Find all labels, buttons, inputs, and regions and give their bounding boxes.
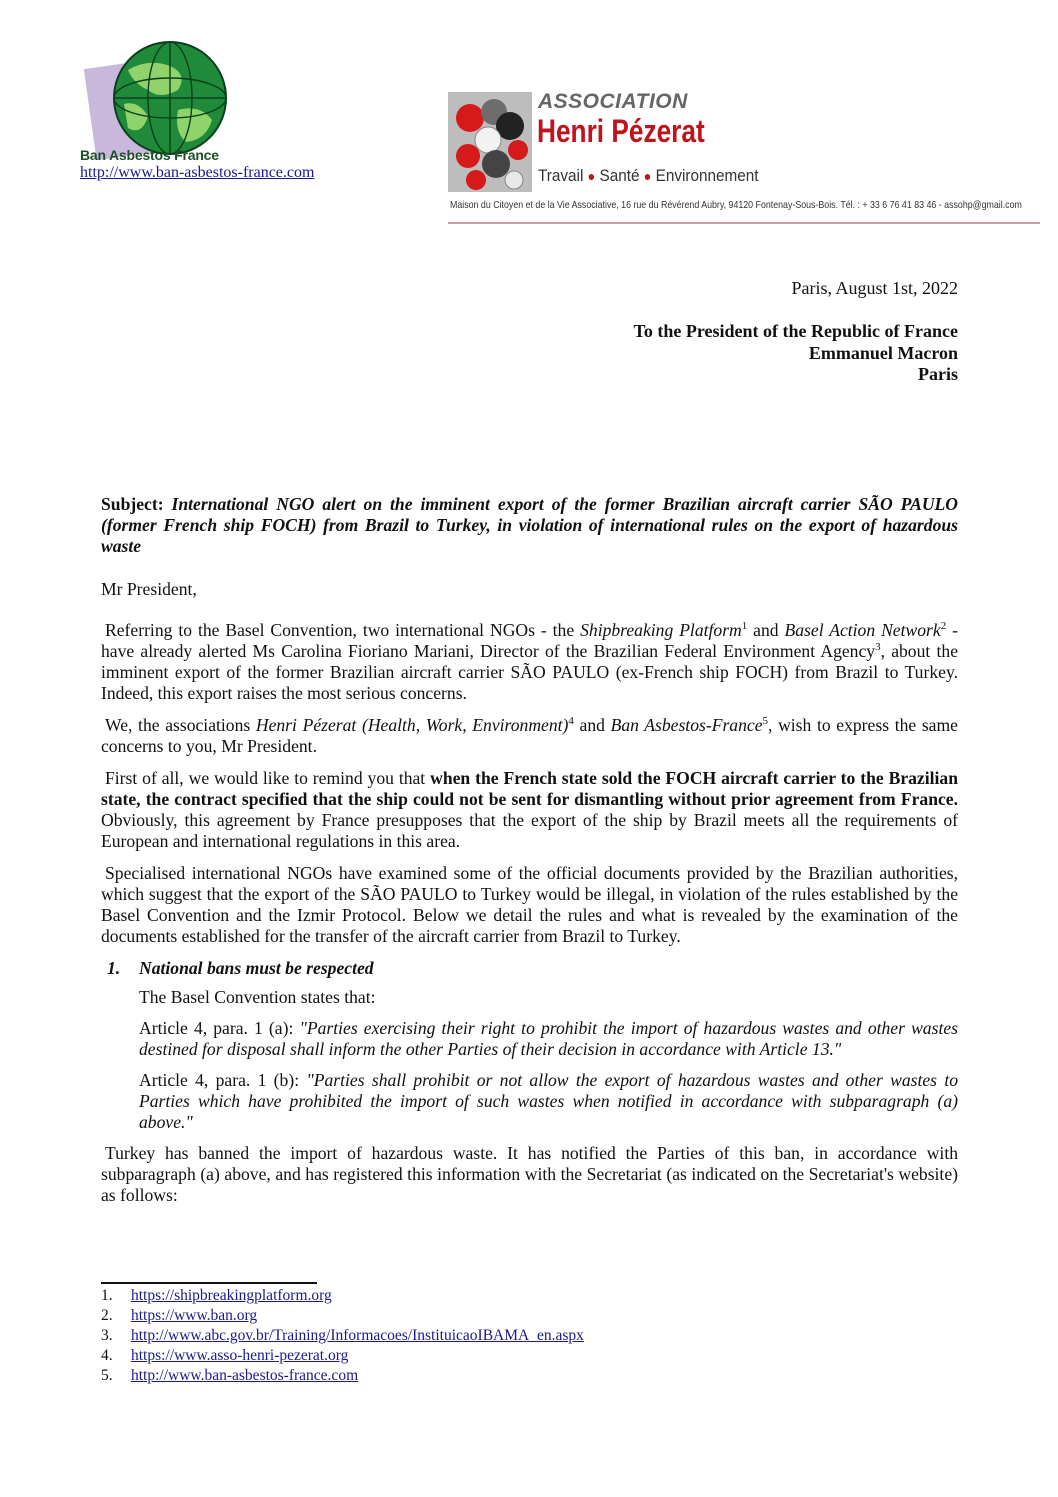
recipient-city: Paris <box>918 364 958 384</box>
ngo-name-ban: Basel Action Network <box>784 620 941 640</box>
section-heading-1: 1. National bans must be respected <box>107 958 374 978</box>
ban-asbestos-logo-text: Ban Asbestos France <box>80 147 219 163</box>
association-label: ASSOCIATION <box>538 90 688 113</box>
paragraph-3: First of all, we would like to remind you that when the French state sold the FOCH aircraft carrier to the Brazilian state, the contract specified that the ship could not be sent for dismantling without prior agreement from France. Obviously, this agreement by France presupposes that the export of the ship by Brazil meets all the requirements of European and international regulations in this area. <box>101 768 958 851</box>
contract-clause: when the French state sold the FOCH aircraft carrier to the Brazilian state, the contract specified that the ship could not be sent for dismantling without prior agreement from France. <box>101 768 958 809</box>
subject-label: Subject: <box>101 494 164 514</box>
tagline-health: Santé <box>599 166 640 185</box>
ban-asbestos-website-link[interactable]: http://www.ban-asbestos-france.com <box>80 164 315 181</box>
association-name: Henri Pézerat <box>537 113 705 149</box>
footnote-item: 5. http://www.ban-asbestos-france.com <box>101 1367 359 1384</box>
footnote-link[interactable]: https://www.ban.org <box>131 1307 258 1324</box>
basel-intro: The Basel Convention states that: <box>139 987 376 1007</box>
association-henri-pezerat: Henri Pézerat (Health, Work, Environment) <box>255 715 569 735</box>
greeting: Mr President, <box>101 579 197 599</box>
bullet-icon: ● <box>587 168 596 184</box>
letter-body <box>101 494 958 1217</box>
recipient-title: To the President of the Republic of France <box>633 321 958 341</box>
association-address: Maison du Citoyen et de la Vie Associative, 16 rue du Révérend Aubry, 94120 Fontenay-Sous-Bois. Tél. : + 33 6 76 41 83 46 - assohp@gmail.com <box>450 200 1022 211</box>
footnotes <box>101 1286 584 1386</box>
recipient-name: Emmanuel Macron <box>808 342 958 363</box>
footnote-divider <box>101 1282 317 1284</box>
footnote-item: 3. http://www.abc.gov.br/Training/Informacoes/InstituicaoIBAMA_en.aspx <box>101 1327 584 1344</box>
association-tagline <box>538 166 759 186</box>
footnote-ref: 3 <box>875 641 881 654</box>
footnote-ref: 5 <box>762 715 769 728</box>
letterhead-divider <box>448 222 1040 224</box>
ngo-name-shipbreaking: Shipbreaking Platform <box>580 620 742 640</box>
letter-date: Paris, August 1st, 2022 <box>791 278 958 298</box>
footnote-link[interactable]: http://www.ban-asbestos-france.com <box>131 1367 359 1384</box>
bullet-icon: ● <box>643 168 652 184</box>
subject-line <box>101 494 958 557</box>
recipient-block <box>634 321 958 386</box>
footnote-item: 2. https://www.ban.org <box>101 1307 258 1324</box>
tagline-work: Travail <box>538 166 584 185</box>
paragraph-2: We, the associations Henri Pézerat (Health, Work, Environment)$^4$ and Ban Asbestos-France$^5$, wish to express the same concerns to you, Mr President. <box>101 715 958 756</box>
footnote-ref: 4 <box>568 715 574 728</box>
footnote-link[interactable]: http://www.abc.gov.br/Training/Informacoes/InstituicaoIBAMA_en.aspx <box>131 1327 584 1344</box>
paragraph-4: Specialised international NGOs have examined some of the official documents provided by the Brazilian authorities, which suggest that the export of the SÃO PAULO to Turkey would be illegal, in violation of the rules established by the Basel Convention and the Izmir Protocol. Below we detail the rules and what is revealed by the examination of the documents established for the transfer of the aircraft carrier from Brazil to Turkey. <box>101 863 958 946</box>
footnote-link[interactable]: https://www.asso-henri-pezerat.org <box>131 1347 349 1364</box>
footnote-ref: 2 <box>940 620 947 633</box>
footnote-item: 1. https://shipbreakingplatform.org <box>101 1287 332 1304</box>
article-4-1a: Article 4, para. 1 (a): "Parties exercising their right to prohibit the import of hazardous wastes and other wastes destined for disposal shall inform the other Parties of their decision in accordance with Article 13." <box>139 1018 958 1059</box>
footnote-ref: 1 <box>741 620 748 633</box>
tagline-environment: Environnement <box>655 166 759 185</box>
footnote-item: 4. https://www.asso-henri-pezerat.org <box>101 1347 349 1364</box>
association-ban-asbestos: Ban Asbestos-France <box>610 715 763 735</box>
paragraph-1: Referring to the Basel Convention, two international NGOs - the Shipbreaking Platform$^1$ and Basel Action Network$^2$ - have already alerted Ms Carolina Fioriano Mariani, Director of the Brazilian Federal Environment Agency$^3$, about the imminent export of the former Brazilian aircraft carrier SÃO PAULO (ex-French ship FOCH) from Brazil to Turkey. Indeed, this export raises the most serious concerns. <box>101 620 958 703</box>
article-4-1b: Article 4, para. 1 (b): "Parties shall prohibit or not allow the export of hazardous wastes and other wastes to Parties which have prohibited the import of such wastes when notified in accordance with subparagraph (a) above." <box>139 1070 959 1132</box>
subject-text: International NGO alert on the imminent export of the former Brazilian aircraft carrier SÃO PAULO (former French ship FOCH) from Brazil to Turkey, in violation of international rules on the export of hazardous waste <box>101 494 958 556</box>
paragraph-5: Turkey has banned the import of hazardous waste. It has notified the Parties of this ban, in accordance with subparagraph (a) above, and has registered this information with the Secretariat (as indicated on the Secretariat's website) as follows: <box>101 1143 958 1205</box>
footnote-link[interactable]: https://shipbreakingplatform.org <box>131 1287 332 1304</box>
molecule-logo-icon <box>448 92 532 192</box>
